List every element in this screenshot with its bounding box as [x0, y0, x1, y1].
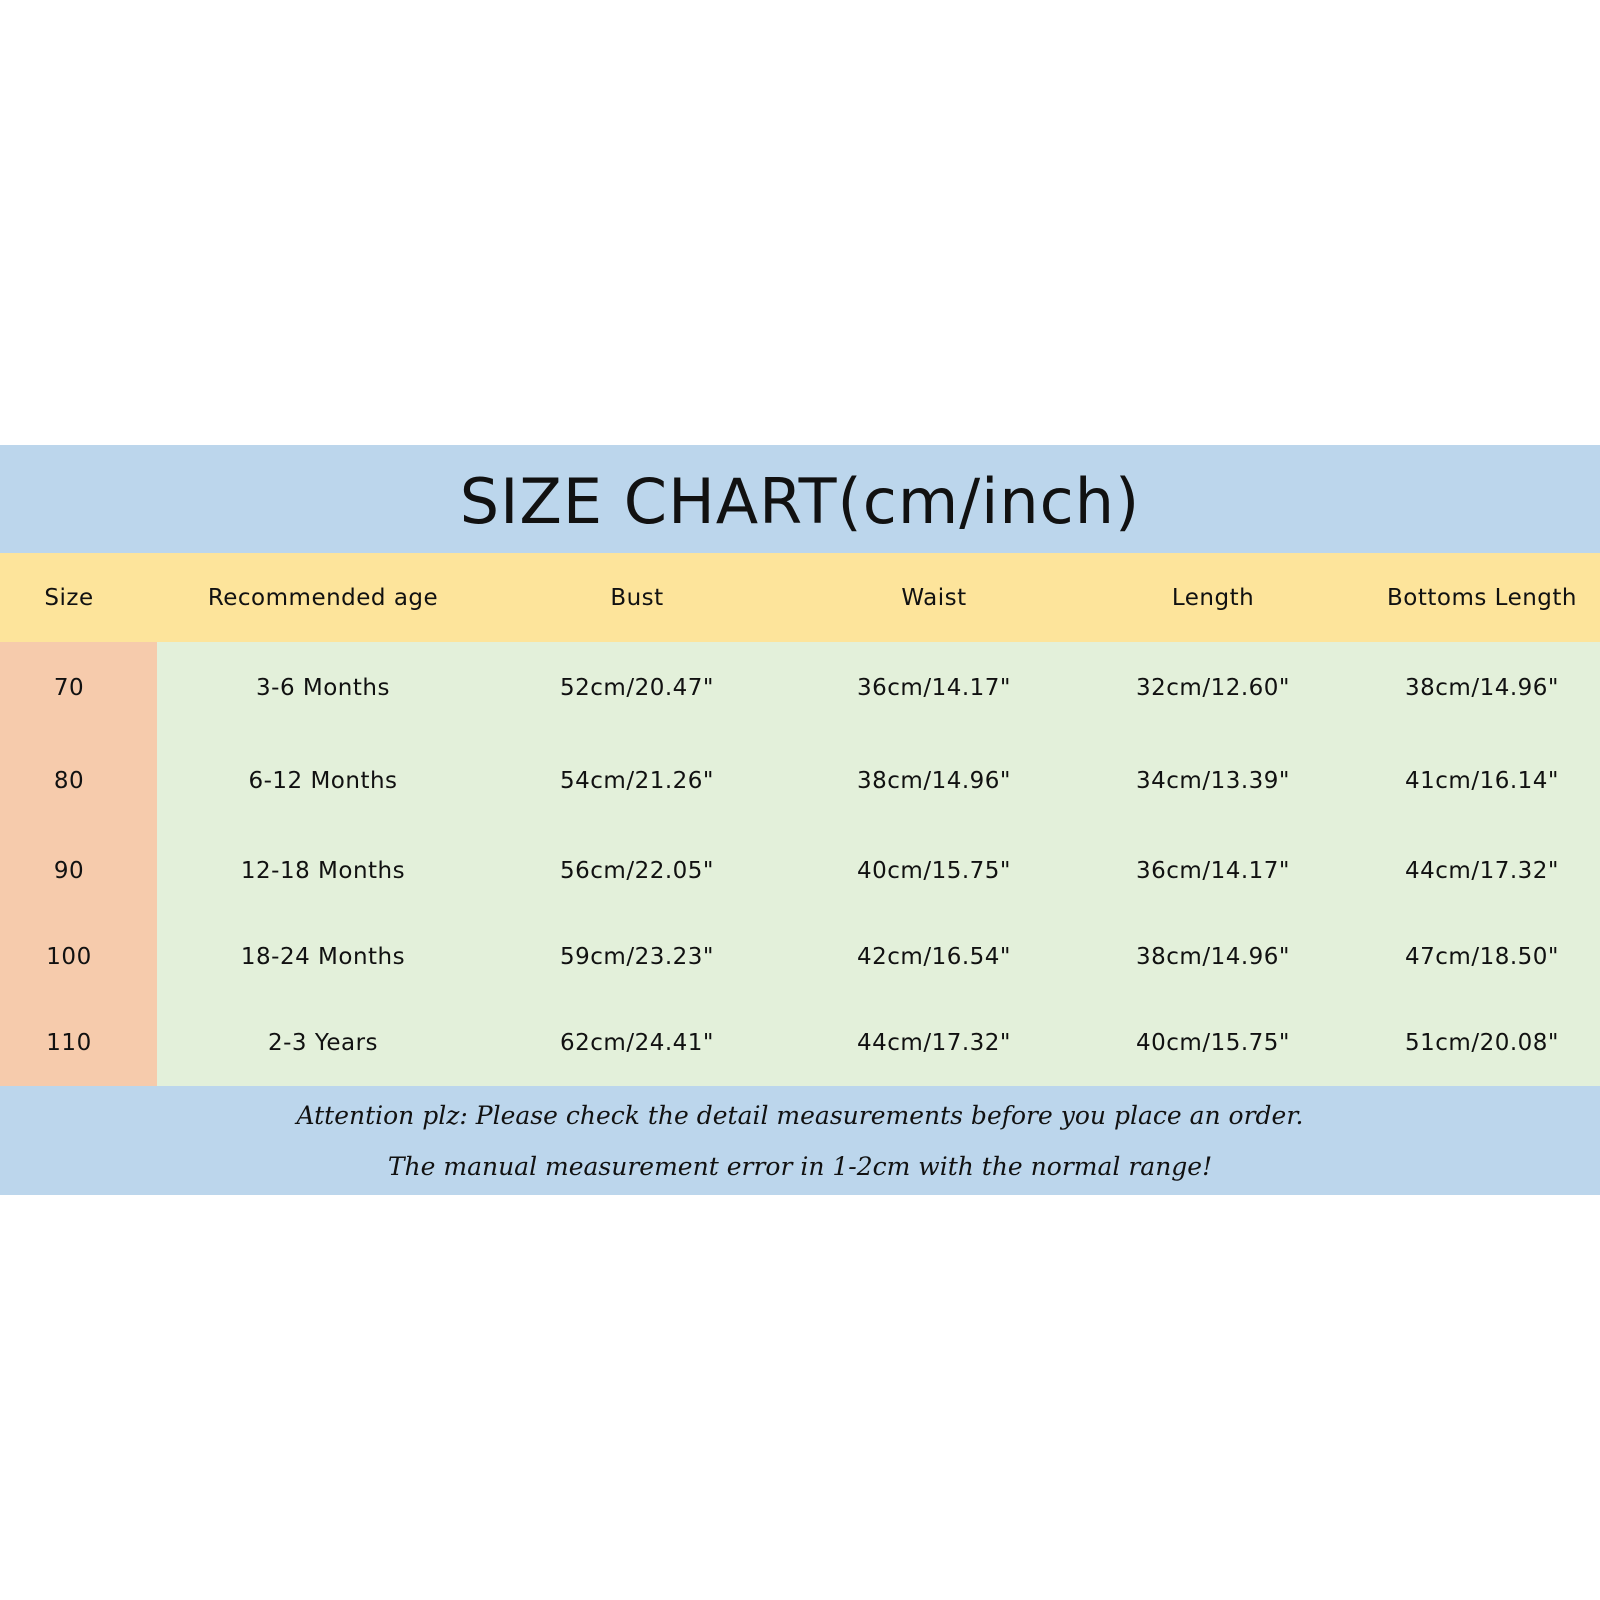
- cell-age: 18-24 Months: [240, 944, 406, 970]
- cell-bust: 62cm/24.41": [560, 1030, 714, 1056]
- cell-age: 6-12 Months: [248, 768, 398, 794]
- cell-length: 36cm/14.17": [1136, 858, 1290, 884]
- chart-title: SIZE CHART(cm/inch): [459, 464, 1141, 538]
- cell-size: 100: [46, 944, 92, 970]
- cell-bust: 59cm/23.23": [560, 944, 714, 970]
- cell-size: 70: [53, 675, 85, 701]
- cell-length: 40cm/15.75": [1136, 1030, 1290, 1056]
- cell-waist: 42cm/16.54": [857, 944, 1011, 970]
- cell-size: 90: [53, 858, 85, 884]
- cell-bottoms-length: 38cm/14.96": [1405, 675, 1559, 701]
- cell-waist: 36cm/14.17": [857, 675, 1011, 701]
- cell-length: 38cm/14.96": [1136, 944, 1290, 970]
- cell-bust: 52cm/20.47": [560, 675, 714, 701]
- cell-age: 12-18 Months: [240, 858, 406, 884]
- header-waist: Waist: [901, 584, 967, 611]
- header-bust: Bust: [610, 584, 664, 611]
- attention-note: Attention plz: Please check the detail measurements before you place an order.: [296, 1101, 1304, 1130]
- cell-waist: 44cm/17.32": [857, 1030, 1011, 1056]
- cell-waist: 40cm/15.75": [857, 858, 1011, 884]
- cell-age: 2-3 Years: [267, 1030, 379, 1056]
- cell-waist: 38cm/14.96": [857, 768, 1011, 794]
- cell-bust: 54cm/21.26": [560, 768, 714, 794]
- cell-size: 110: [46, 1030, 92, 1056]
- header-size: Size: [44, 584, 94, 611]
- cell-bottoms-length: 41cm/16.14": [1405, 768, 1559, 794]
- cell-size: 80: [53, 768, 85, 794]
- header-length: Length: [1171, 584, 1255, 611]
- cell-bottoms-length: 51cm/20.08": [1405, 1030, 1559, 1056]
- header-bottoms-length: Bottoms Length: [1387, 584, 1577, 611]
- cell-length: 32cm/12.60": [1136, 675, 1290, 701]
- title-band: [0, 445, 1600, 553]
- cell-length: 34cm/13.39": [1136, 768, 1290, 794]
- cell-bottoms-length: 44cm/17.32": [1405, 858, 1559, 884]
- cell-bottoms-length: 47cm/18.50": [1405, 944, 1559, 970]
- header-recommended-age: Recommended age: [207, 584, 439, 611]
- size-chart: [0, 445, 1600, 1195]
- error-note: The manual measurement error in 1-2cm with the normal range!: [387, 1152, 1213, 1181]
- cell-age: 3-6 Months: [256, 675, 390, 701]
- cell-bust: 56cm/22.05": [560, 858, 714, 884]
